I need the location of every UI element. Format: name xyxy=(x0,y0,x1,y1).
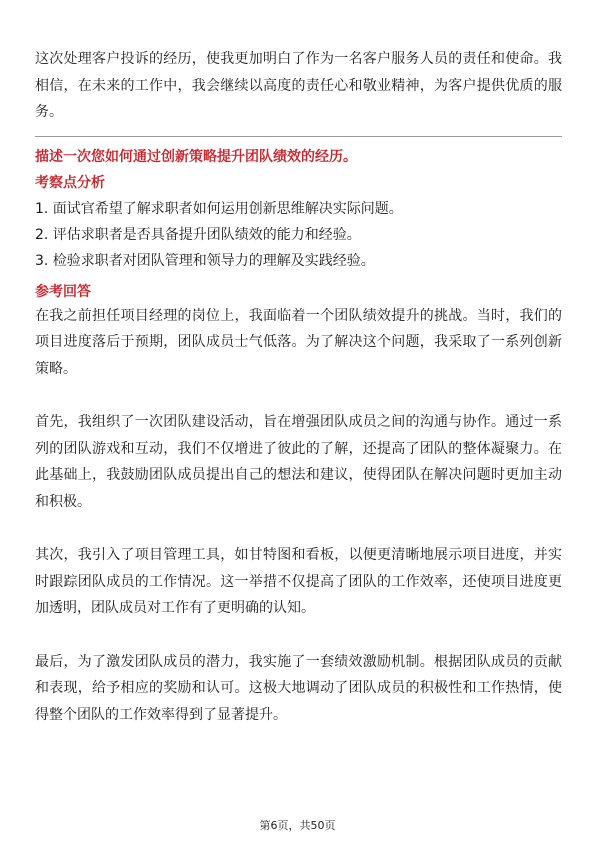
answer-paragraph: 首先，我组织了一次团队建设活动，旨在增强团队成员之间的沟通与协作。通过一系列的团队游戏和互动，我们不仅增进了彼此的了解，还提高了团队的整体凝聚力。在此基础上，我鼓励团队成员提出自己的想法和建议，使得团队在解决问题时更加主动和积极。 xyxy=(35,414,562,510)
paragraph-gap xyxy=(35,515,562,542)
analysis-points xyxy=(35,196,562,274)
answer-paragraph: 其次，我引入了项目管理工具，如甘特图和看板，以便更清晰地展示项目进度，并实时跟踪团队成员的工作情况。这一举措不仅提高了团队的工作效率，还使项目进度更加透明，团队成员对工作有了更明确的认知。 xyxy=(35,547,562,616)
intro-paragraph: 这次处理客户投诉的经历，使我更加明白了作为一名客户服务人员的责任和使命。我相信，在未来的工作中，我会继续以高度的责任心和敬业精神，为客户提供优质的服务。 xyxy=(35,51,562,120)
section-divider xyxy=(35,136,562,137)
paragraph-gap xyxy=(35,382,562,409)
analysis-point: 3. 检验求职者对团队管理和领导力的理解及实践经验。 xyxy=(35,252,375,269)
analysis-point: 2. 评估求职者是否具备提升团队绩效的能力和经验。 xyxy=(35,226,361,243)
answer-paragraph: 在我之前担任项目经理的岗位上，我面临着一个团队绩效提升的挑战。当时，我们的项目进度落后于预期，团队成员士气低落。为了解决这个问题，我采取了一系列创新策略。 xyxy=(35,307,562,377)
paragraph-gap xyxy=(35,622,562,649)
answer-title: 参考回答 xyxy=(35,283,91,300)
answer-paragraph: 最后，为了激发团队成员的潜力，我实施了一套绩效激励机制。根据团队成员的贡献和表现，给予相应的奖励和认可。这极大地调动了团队成员的积极性和工作热情，使得整个团队的工作效率得到了显著提升。 xyxy=(35,653,562,723)
analysis-point: 1. 面试官希望了解求职者如何运用创新思维解决实际问题。 xyxy=(35,200,403,217)
analysis-title: 考察点分析 xyxy=(35,174,105,191)
question-heading: 描述一次您如何通过创新策略提升团队绩效的经历。 xyxy=(35,148,357,165)
page-number: 第6页，共50页 xyxy=(259,819,336,832)
document-page xyxy=(35,46,562,728)
